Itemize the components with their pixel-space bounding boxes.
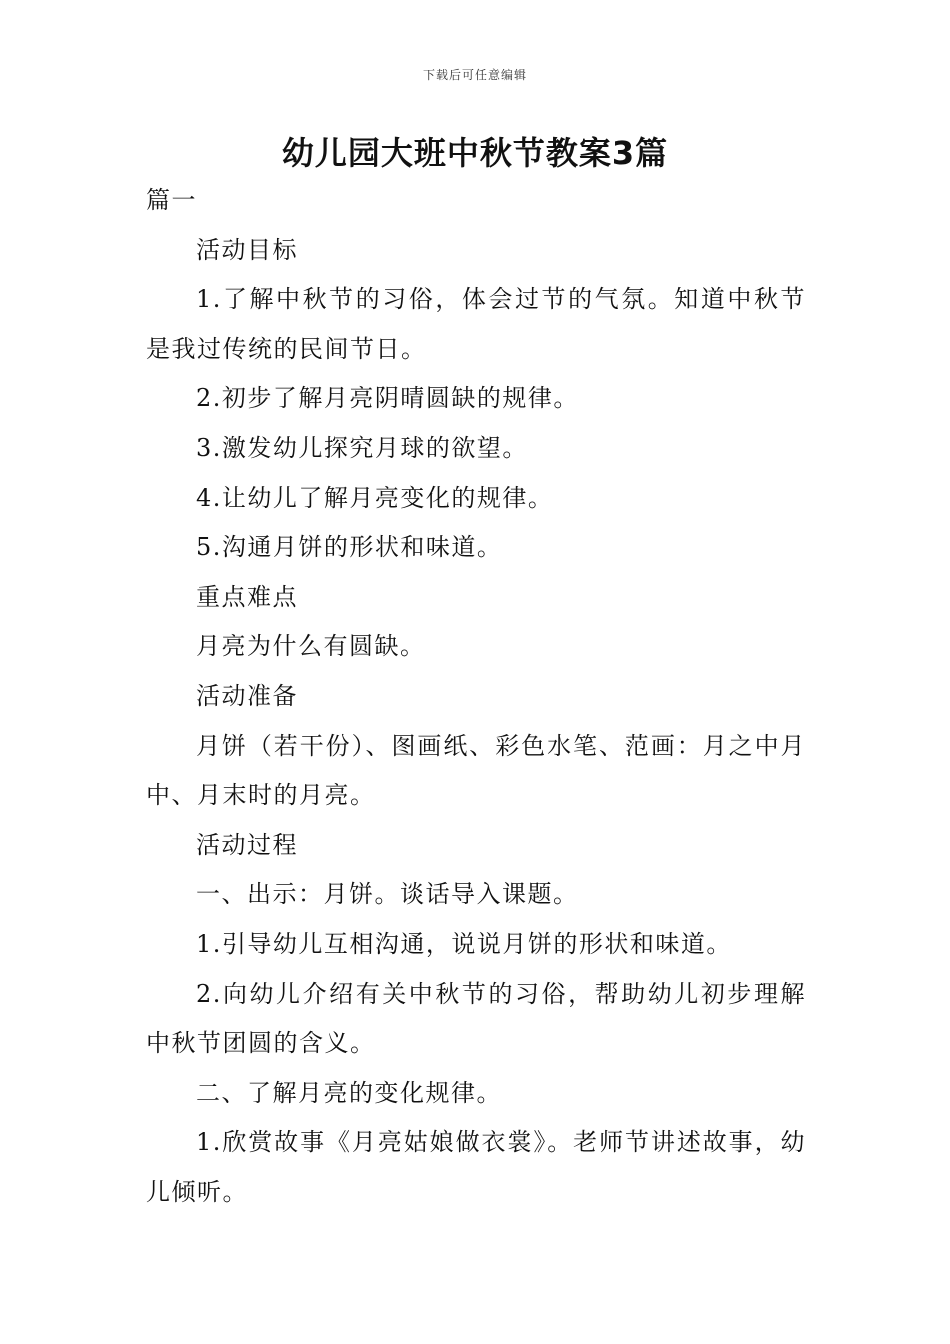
document-body [146, 176, 806, 1217]
paragraph-process-step-1-2: 2.向幼儿介绍有关中秋节的习俗，帮助幼儿初步理解中秋节团圆的含义。 [146, 979, 806, 1058]
paragraph-key-points-heading: 重点难点 [196, 582, 298, 611]
paragraph-process-step-1: 一、出示：月饼。谈话导入课题。 [196, 880, 579, 909]
paragraph-preparation-heading: 活动准备 [196, 681, 298, 710]
paragraph-key-points: 月亮为什么有圆缺。 [196, 632, 426, 661]
paragraph-process-step-1-1: 1.引导幼儿互相沟通，说说月饼的形状和味道。 [196, 929, 732, 958]
paragraph-process-step-2-1: 1.欣赏故事《月亮姑娘做衣裳》。老师节讲述故事，幼儿倾听。 [146, 1128, 806, 1206]
section-label: 篇一 [146, 186, 197, 214]
document-title: 幼儿园大班中秋节教案3篇 [281, 134, 669, 172]
header-note: 下载后可任意编辑 [422, 68, 527, 82]
paragraph-process-heading: 活动过程 [196, 830, 298, 859]
paragraph-goal-2: 2.初步了解月亮阴晴圆缺的规律。 [196, 384, 579, 413]
paragraph-goal-3: 3.激发幼儿探究月球的欲望。 [196, 433, 528, 462]
paragraph-process-step-2: 二、了解月亮的变化规律。 [196, 1078, 502, 1107]
paragraph-goal-4: 4.让幼儿了解月亮变化的规律。 [196, 483, 554, 512]
paragraph-preparation: 月饼（若干份）、图画纸、彩色水笔、范画：月之中月中、月末时的月亮。 [146, 731, 806, 810]
paragraph-activity-goals-heading: 活动目标 [196, 235, 298, 264]
paragraph-goal-5: 5.沟通月饼的形状和味道。 [196, 533, 503, 562]
paragraph-goal-1: 1.了解中秋节的习俗，体会过节的气氛。知道中秋节是我过传统的民间节日。 [146, 285, 806, 363]
